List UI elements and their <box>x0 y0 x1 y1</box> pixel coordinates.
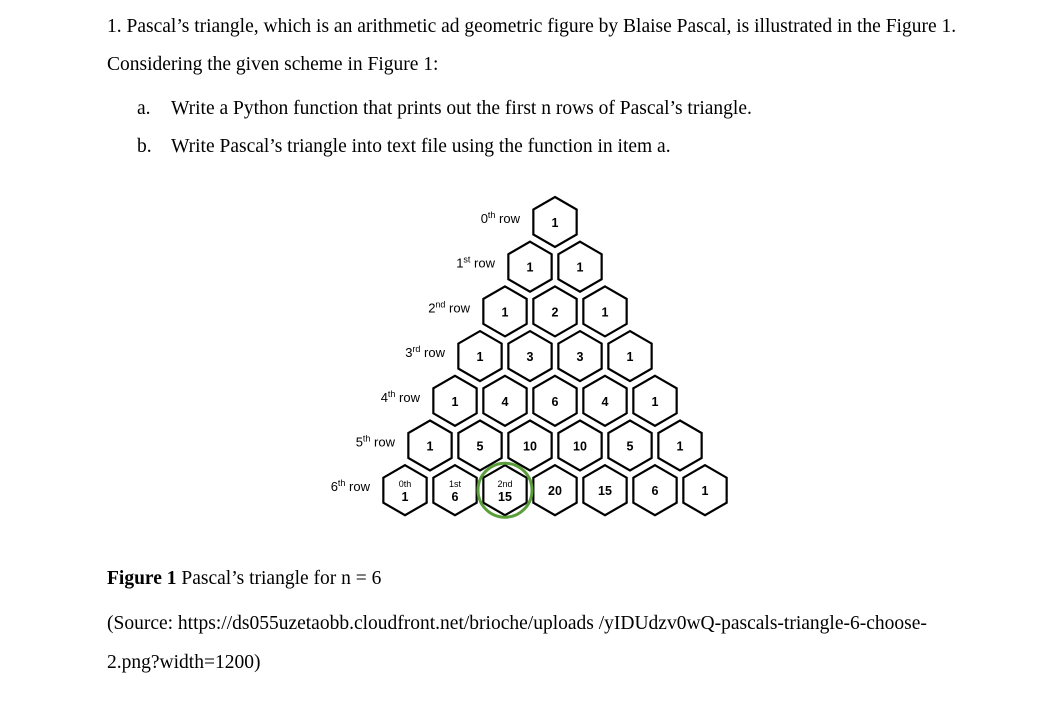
figure-caption-label: Figure 1 <box>107 568 177 589</box>
pascals-triangle-figure <box>300 185 740 530</box>
row-label-3: 3rd row <box>405 344 445 361</box>
cell-value: 1 <box>676 439 684 454</box>
cell-value: 1 <box>651 394 659 409</box>
cell-value: 6 <box>551 394 559 409</box>
cell-value: 1 <box>701 484 709 499</box>
cell-value: 5 <box>626 439 634 454</box>
row-label-1: 1st row <box>456 254 495 271</box>
cell-value: 1 <box>601 305 609 320</box>
cell-value: 1 <box>576 260 584 275</box>
cell-value: 5 <box>476 439 484 454</box>
cell-value: 3 <box>576 350 584 365</box>
figure-source: (Source: https://ds055uzetaobb.cloudfront.net/brioche/uploads /yIDUdzv0wQ-pascals-triangle-6-choose-2.png?width=1200) <box>107 613 927 673</box>
cell-index-label: 2nd <box>497 479 513 490</box>
item-marker: b. <box>137 136 152 157</box>
cell-value: 15 <box>598 484 612 499</box>
row-label-6: 6th row <box>330 478 370 495</box>
cell-value: 4 <box>501 394 509 409</box>
item-text: Write a Python function that prints out the first n rows of Pascal’s triangle. <box>171 98 752 119</box>
row-label-0: 0th row <box>480 210 520 226</box>
cell-value: 4 <box>601 394 609 409</box>
cell-value: 15 <box>498 490 512 505</box>
figure-caption-text: Pascal’s triangle for n = 6 <box>176 568 382 589</box>
cell-value: 1 <box>626 350 634 365</box>
cell-value: 1 <box>476 350 484 365</box>
item-text: Write Pascal’s triangle into text file using the function in item a. <box>171 136 671 157</box>
cell-value: 1 <box>426 439 434 454</box>
row-label-4: 4th row <box>380 388 420 405</box>
cell-value: 3 <box>526 350 534 365</box>
cell-value: 6 <box>451 490 459 505</box>
cell-index-label: 0th <box>398 479 412 490</box>
row-label-5: 5th row <box>355 433 395 450</box>
cell-value: 1 <box>526 260 534 275</box>
question-intro: 1. Pascal’s triangle, which is an arithmetic ad geometric figure by Blaise Pascal, is illustrated in the Figure 1. Considering the given scheme in Figure 1: <box>107 16 957 75</box>
question-item-a <box>137 90 1017 128</box>
cell-value: 10 <box>523 439 537 454</box>
cell-value: 1 <box>501 305 509 320</box>
figure-caption <box>107 560 1007 598</box>
row-label-2: 2nd row <box>428 299 470 316</box>
question-item-b <box>137 128 1017 166</box>
question-items <box>137 90 1017 166</box>
item-marker: a. <box>137 98 151 119</box>
cell-value: 2 <box>551 305 559 320</box>
cell-value: 1 <box>401 490 409 505</box>
cell-value: 10 <box>573 439 587 454</box>
cell-value: 1 <box>451 394 459 409</box>
cell-value: 20 <box>548 484 562 499</box>
cell-value: 1 <box>551 216 559 230</box>
cell-index-label: 1st <box>448 479 462 490</box>
cell-value: 6 <box>651 484 659 499</box>
